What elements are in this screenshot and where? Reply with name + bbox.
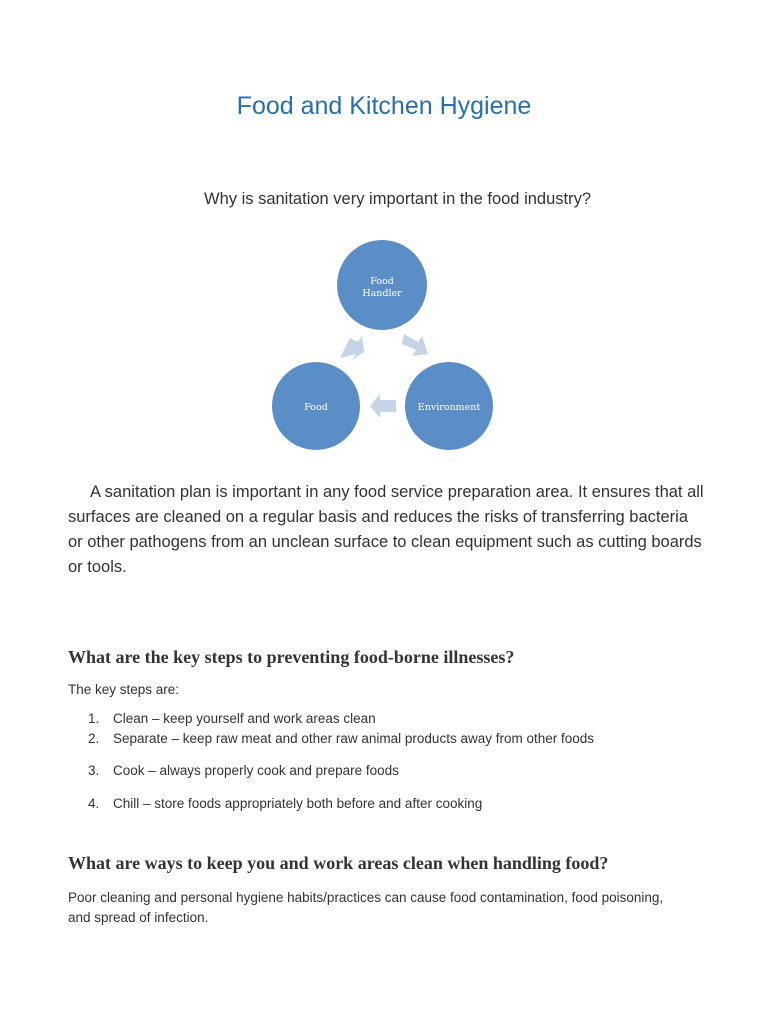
key-steps-intro: The key steps are: [68, 682, 180, 697]
list-number: 4. [88, 796, 100, 811]
food-label: Food [304, 402, 328, 413]
environment-label: Environment [417, 402, 481, 413]
sanitation-cycle-diagram [262, 238, 502, 460]
list-item [88, 763, 399, 778]
list-number: 3. [88, 763, 100, 778]
key-steps-heading: What are the key steps to preventing food-borne illnesses? [68, 647, 515, 667]
list-item [88, 711, 376, 726]
list-text: Cook – always properly cook and prepare foods [113, 763, 399, 778]
clean-work-areas-heading: What are ways to keep you and work areas clean when handling food? [68, 853, 609, 873]
arrow-to-environment [402, 334, 428, 356]
page-title: Food and Kitchen Hygiene [236, 92, 532, 120]
sanitation-question: Why is sanitation very important in the food industry? [204, 190, 592, 208]
arrow-to-food [370, 394, 396, 418]
list-number: 2. [88, 731, 100, 746]
food-handler-label-line2: Handler [362, 288, 402, 299]
list-item [88, 731, 594, 746]
food-handler-label-line1: Food [370, 276, 394, 287]
list-text: Clean – keep yourself and work areas clean [113, 711, 376, 726]
cycle-diagram-svg [262, 238, 502, 460]
list-text: Chill – store foods appropriately both before and after cooking [113, 796, 483, 811]
hygiene-paragraph: Poor cleaning and personal hygiene habits/practices can cause food contamination, food poisoning, and spread of infection. [68, 890, 664, 925]
sanitation-plan-paragraph: A sanitation plan is important in any food service preparation area. It ensures that all surfaces are cleaned on a regular basis and reduces the risks of transferring bacteria or other pathogens from an unclean surface to clean equipment such as cutting boards or tools. [68, 483, 704, 576]
list-item [88, 796, 482, 811]
list-number: 1. [88, 711, 100, 726]
list-text: Separate – keep raw meat and other raw animal products away from other foods [113, 731, 595, 746]
arrow-to-food-handler [340, 336, 364, 360]
